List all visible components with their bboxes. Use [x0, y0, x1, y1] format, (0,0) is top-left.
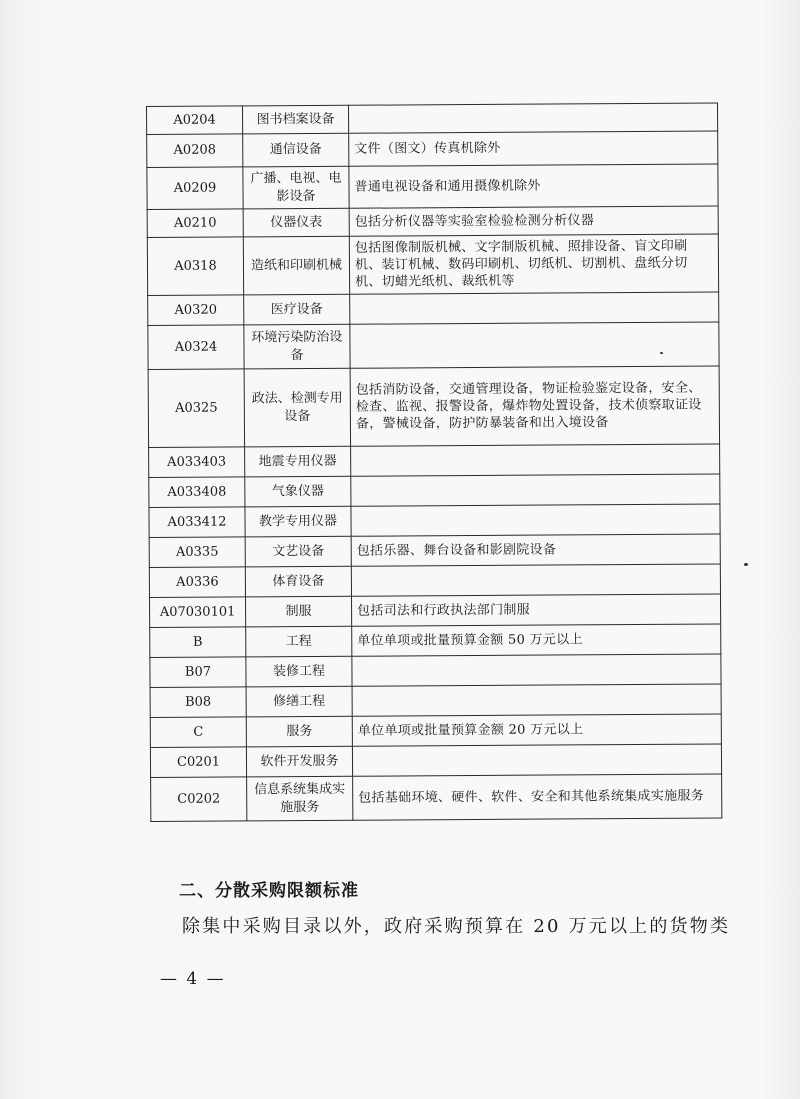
cell-note: 包括分析仪器等实验室检验检测分析仪器: [349, 206, 718, 236]
cell-note: 包括图像制版机械、文字制版机械、照排设备、盲文印刷机、装订机械、数码印刷机、切纸机、切割机、盘纸分切机、切蜡光纸机、裁纸机等: [349, 234, 718, 294]
cell-note: [352, 744, 721, 776]
cell-name: 政法、检测专用设备: [244, 368, 350, 447]
cell-note: [352, 654, 721, 686]
cell-name: 装修工程: [246, 656, 352, 687]
table-row: [148, 292, 719, 325]
cell-code: A033412: [149, 507, 245, 538]
cell-name: 医疗设备: [244, 294, 350, 325]
cell-code: A0209: [147, 167, 243, 210]
cell-note: 包括司法和行政执法部门制服: [351, 594, 720, 626]
table-row: [149, 474, 720, 507]
cell-code: A033408: [149, 477, 245, 508]
cell-code: A0325: [148, 369, 244, 448]
table-row: [149, 534, 720, 567]
cell-code: A0208: [147, 134, 243, 168]
cell-note: 单位单项或批量预算金额 50 万元以上: [352, 624, 721, 656]
table-row: [147, 131, 718, 167]
table-row: [150, 594, 721, 627]
cell-name: 体育设备: [245, 566, 351, 597]
cell-note: [352, 684, 721, 716]
cell-note: [351, 474, 720, 506]
cell-name: 环境污染防治设备: [244, 324, 350, 369]
table-row: [149, 444, 720, 477]
table-row: [150, 714, 721, 747]
cell-code: A033403: [149, 447, 245, 478]
cell-name: 图书档案设备: [243, 105, 349, 134]
table-row: [149, 564, 720, 597]
procurement-catalog-table: [146, 103, 722, 822]
cell-code: A0335: [149, 537, 245, 568]
table-row: [151, 774, 722, 821]
cell-name: 文艺设备: [245, 536, 351, 567]
cell-note: [350, 292, 719, 324]
cell-name: 信息系统集成实施服务: [247, 776, 353, 821]
cell-name: 制服: [246, 596, 352, 627]
cell-code: A0324: [148, 325, 244, 370]
page-number: — 4 —: [160, 969, 226, 989]
scan-speck: [744, 563, 748, 566]
cell-name: 修缮工程: [246, 686, 352, 717]
cell-note: 包括基础环境、硬件、软件、安全和其他系统集成实施服务: [353, 774, 722, 820]
cell-name: 工程: [246, 626, 352, 657]
cell-name: 教学专用仪器: [245, 506, 351, 537]
cell-note: [348, 103, 717, 133]
cell-note: [351, 504, 720, 536]
table-row: [150, 684, 721, 717]
cell-code: C: [150, 717, 246, 748]
table-row: [148, 322, 719, 369]
cell-code: A0336: [149, 567, 245, 598]
cell-code: A0318: [147, 237, 243, 296]
section-heading: 二、分散采购限额标准: [179, 881, 359, 901]
cell-note: 单位单项或批量预算金额 20 万元以上: [352, 714, 721, 746]
cell-name: 服务: [246, 716, 352, 747]
cell-code: C0202: [151, 777, 247, 822]
cell-name: 通信设备: [243, 133, 349, 167]
table-row: [150, 624, 721, 657]
table-row: [147, 164, 718, 209]
table-row: [147, 206, 718, 237]
cell-name: 地震专用仪器: [245, 446, 351, 477]
scan-speck: [660, 352, 663, 354]
table-row: [148, 366, 719, 447]
cell-code: B: [150, 627, 246, 658]
cell-name: 气象仪器: [245, 476, 351, 507]
cell-name: 造纸和印刷机械: [243, 236, 349, 295]
cell-note: 文件（图文）传真机除外: [349, 131, 718, 166]
cell-note: 普通电视设备和通用摄像机除外: [349, 164, 718, 208]
cell-name: 软件开发服务: [246, 746, 352, 777]
cell-code: B07: [150, 657, 246, 688]
table-row: [147, 103, 718, 134]
cell-code: A0210: [147, 209, 243, 238]
cell-name: 仪器仪表: [243, 208, 349, 237]
table-row: [149, 504, 720, 537]
table-row: [150, 654, 721, 687]
cell-note: [351, 444, 720, 476]
cell-code: C0201: [150, 747, 246, 778]
cell-name: 广播、电视、电影设备: [243, 166, 349, 209]
table-row: [150, 744, 721, 777]
cell-code: A0204: [147, 106, 243, 135]
catalog-table-body: [147, 103, 722, 821]
cell-code: A07030101: [150, 597, 246, 628]
table-row: [147, 234, 718, 295]
cell-note: 包括乐器、舞台设备和影剧院设备: [351, 534, 720, 566]
cell-note: [351, 564, 720, 596]
cell-code: B08: [150, 687, 246, 718]
cell-note: [350, 322, 719, 368]
body-paragraph: 除集中采购目录以外，政府采购预算在 20 万元以上的货物类: [182, 916, 731, 937]
cell-code: A0320: [148, 295, 244, 326]
cell-note: 包括消防设备，交通管理设备，物证检验鉴定设备，安全、检查、监视、报警设备，爆炸物处置设备，技术侦察取证设备，警械设备，防护防暴装备和出入境设备: [350, 366, 719, 446]
